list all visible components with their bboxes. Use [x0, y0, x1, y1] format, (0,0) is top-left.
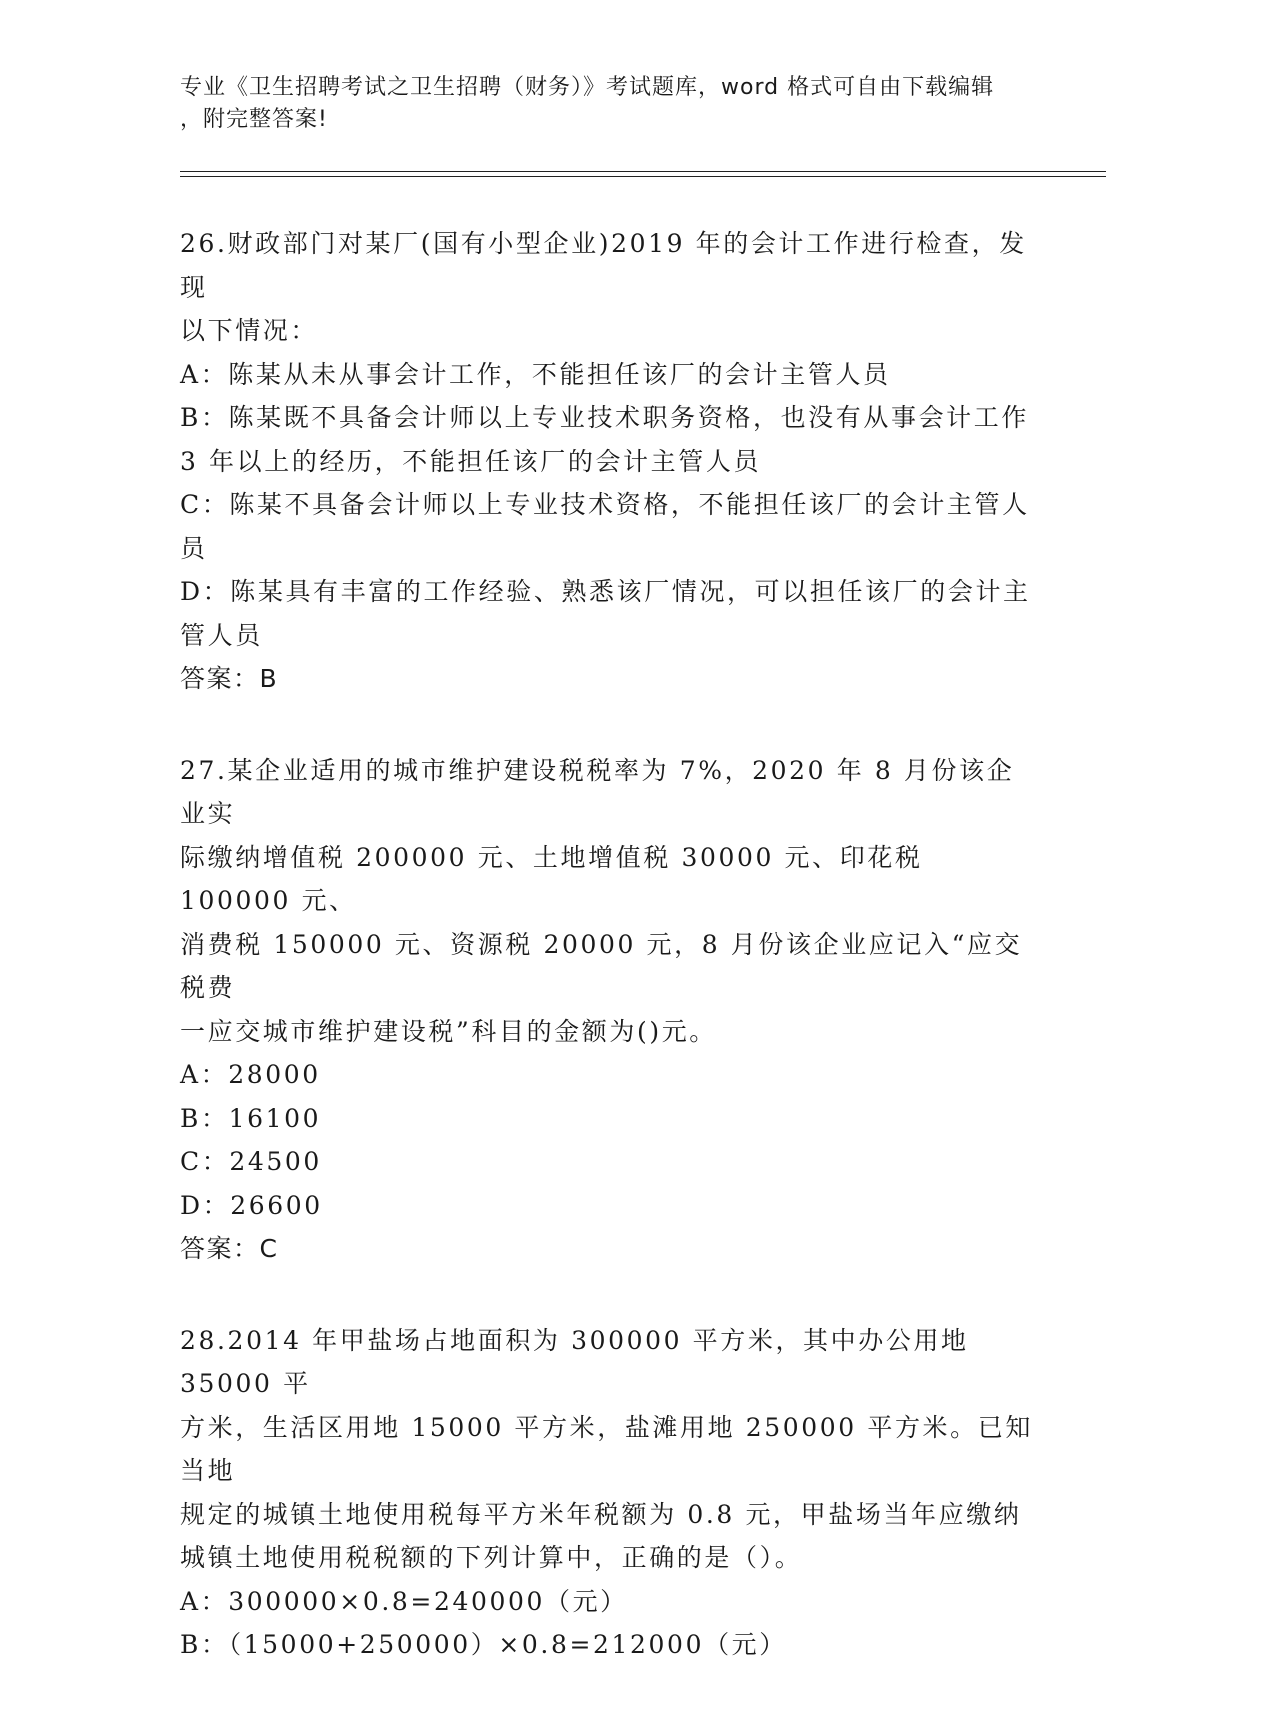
option-d-continued: 管人员 [180, 620, 263, 650]
question-stem-line: 消费税 150000 元、资源税 20000 元，8 月份该企业应记入“应交税费 [180, 929, 1023, 1002]
question-stem-line: 28.2014 年甲盐场占地面积为 300000 平方米，其中办公用地 35000 平 [180, 1325, 980, 1398]
option-a: A：300000×0.8=240000（元） [180, 1586, 628, 1616]
option-b: B：16100 [180, 1103, 322, 1133]
header-line-2: ，附完整答案! [180, 107, 328, 132]
question-28 [180, 1319, 1040, 1667]
question-stem-line: 规定的城镇土地使用税每平方米年税额为 0.8 元，甲盐场当年应缴纳 [180, 1499, 1022, 1529]
question-stem-line: 26.财政部门对某厂(国有小型企业)2019 年的会计工作进行检查，发现 [180, 229, 1027, 302]
answer-label: 答案：B [180, 664, 279, 693]
option-c: C：陈某不具备会计师以上专业技术资格，不能担任该厂的会计主管人 [180, 490, 1030, 519]
question-stem-line: 一应交城市维护建设税”科目的金额为()元。 [180, 1016, 717, 1046]
question-26 [180, 222, 1040, 701]
question-list [180, 222, 1040, 1715]
question-stem-line: 城镇土地使用税税额的下列计算中，正确的是（）。 [180, 1543, 803, 1572]
question-stem-line: 27.某企业适用的城市维护建设税税率为 7%，2020 年 8 月份该企业实 [180, 755, 1015, 828]
option-a: A：28000 [180, 1060, 321, 1089]
option-b: B：陈某既不具备会计师以上专业技术职务资格，也没有从事会计工作 [180, 403, 1029, 432]
answer-label: 答案：C [180, 1234, 279, 1263]
option-c-continued: 员 [180, 533, 208, 563]
document-header [180, 72, 1060, 136]
header-line-1: 专业《卫生招聘考试之卫生招聘（财务）》考试题库，word 格式可自由下载编辑 [180, 75, 995, 100]
option-b: B：（15000+250000）×0.8=212000（元） [180, 1630, 787, 1659]
question-stem-line: 以下情况： [180, 316, 319, 345]
option-b-continued: 3 年以上的经历，不能担任该厂的会计主管人员 [180, 446, 762, 476]
header-double-rule [180, 171, 1106, 177]
option-a: A：陈某从未从事会计工作，不能担任该厂的会计主管人员 [180, 359, 891, 389]
option-d: D：26600 [180, 1190, 323, 1220]
question-stem-line: 际缴纳增值税 200000 元、土地增值税 30000 元、印花税 100000 元、 [180, 842, 934, 915]
option-d: D：陈某具有丰富的工作经验、熟悉该厂情况，可以担任该厂的会计主 [180, 577, 1031, 606]
question-stem-line: 方米，生活区用地 15000 平方米，盐滩用地 250000 平方米。已知当地 [180, 1412, 1033, 1485]
question-27 [180, 749, 1040, 1271]
option-c: C：24500 [180, 1147, 322, 1176]
